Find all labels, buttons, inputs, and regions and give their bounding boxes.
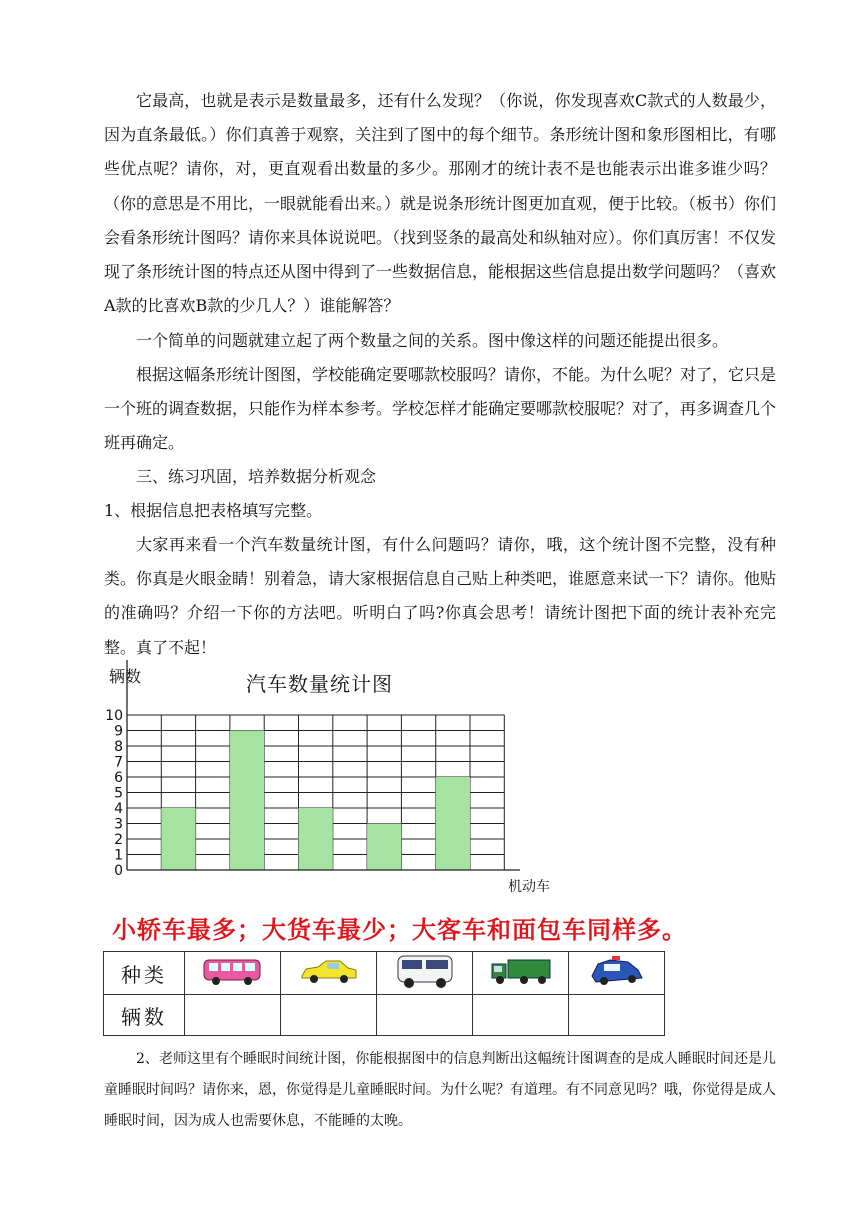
y-tick-label: 1 [114, 847, 123, 864]
y-tick-label: 9 [114, 723, 123, 740]
table-row-types [104, 952, 665, 995]
paragraph-intro: 它最高，也就是表示是数量最多，还有什么发现？（你说，你发现喜欢C款式的人数最少，因为直条最低。）你们真善于观察，关注到了图中的每个细节。条形统计图和象形图相比，有哪些优点呢？请你，对，更直观看出数量的多少。那刚才的统计表不是也能表示出谁多谁少吗？（你的意思是不用比，一眼就能看出来。）就是说条形统计图更加直观，便于比较。（板书）你们会看条形统计图吗？请你来具体说说吧。（找到竖条的最高处和纵轴对应）。你们真厉害！不仅发现了条形统计图的特点还从图中得到了一些数据信息，能根据这些信息提出数学问题吗？（喜欢A款的比喜欢B款的少几人？）谁能解答？ [104, 91, 777, 316]
chart-bar [299, 808, 333, 870]
bus-icon [200, 954, 266, 988]
vehicle-cell-truck [473, 952, 569, 995]
paragraph-relation: 一个简单的问题就建立起了两个数量之间的关系。图中像这样的问题还能提出很多。 [136, 331, 729, 350]
y-tick-label: 4 [114, 801, 123, 817]
truck-icon [488, 954, 554, 988]
y-tick-label: 0 [114, 863, 123, 879]
section-heading: 三、练习巩固，培养数据分析观念 [136, 467, 377, 486]
count-cell[interactable] [569, 995, 665, 1036]
x-axis-label: 机动车 [508, 879, 550, 895]
chart-bar [367, 824, 401, 871]
vehicle-cell-van [377, 952, 473, 995]
count-cell[interactable] [281, 995, 377, 1036]
paragraph-car-chart: 大家再来看一个汽车数量统计图，有什么问题吗？请你，哦，这个统计图不完整，没有种类。你真是火眼金睛！别着急，请大家根据信息自己贴上种类吧，谁愿意来试一下？请你。他贴的准确吗？介绍一下你的方法吧。听明白了吗?你真会思考！请统计图把下面的统计表补充完整。真了不起！ [104, 535, 777, 657]
row-label-types: 种类 [104, 952, 185, 995]
chart-title: 汽车数量统计图 [246, 672, 393, 696]
chart-bar [161, 808, 195, 870]
paragraph-school-uniform: 根据这幅条形统计图图，学校能确定要哪款校服吗？请你，不能。为什么呢？对了，它只是一个班的调查数据，只能作为样本参考。学校怎样才能确定要哪款校服呢？对了，再多调查几个班再确定。 [104, 365, 777, 453]
car-icon [296, 954, 362, 988]
chart-bar [230, 731, 264, 871]
y-tick-label: 5 [114, 785, 123, 802]
count-cell[interactable] [473, 995, 569, 1036]
police-car-icon [584, 952, 650, 990]
chart-ticks [105, 708, 123, 879]
chart-bars [161, 731, 470, 871]
vehicle-cell-car [281, 952, 377, 995]
van-icon [392, 952, 458, 990]
vehicle-cell-bus [185, 952, 281, 995]
exercise-2-paragraph: 2、老师这里有个睡眠时间统计图，你能根据图中的信息判断出这幅统计图调查的是成人睡眠时间还是儿童睡眠时间吗？请你来，恩，你觉得是儿童睡眠时间。为什么呢？有道理。有不同意见吗？哦，你觉得是成人睡眠时间，因为成人也需要休息，不能睡的太晚。 [104, 1051, 776, 1129]
hint-text: 小轿车最多；大货车最少；大客车和面包车同样多。 [112, 916, 687, 944]
y-tick-label: 3 [114, 816, 123, 833]
chart-bar [436, 777, 470, 870]
chart-grid [127, 715, 504, 870]
fill-in-table [103, 951, 665, 1036]
y-tick-label: 6 [114, 770, 123, 786]
row-label-counts: 辆数 [104, 995, 185, 1036]
count-cell[interactable] [185, 995, 281, 1036]
y-tick-label: 8 [114, 739, 123, 755]
vehicle-cell-police-car [569, 952, 665, 995]
y-tick-label: 10 [105, 708, 123, 724]
count-cell[interactable] [377, 995, 473, 1036]
y-axis-label: 辆数 [109, 667, 142, 686]
y-tick-label: 7 [114, 754, 123, 771]
y-tick-label: 2 [114, 832, 123, 848]
exercise-1-heading: 1、根据信息把表格填写完整。 [104, 501, 323, 520]
table-row-counts [104, 995, 665, 1036]
